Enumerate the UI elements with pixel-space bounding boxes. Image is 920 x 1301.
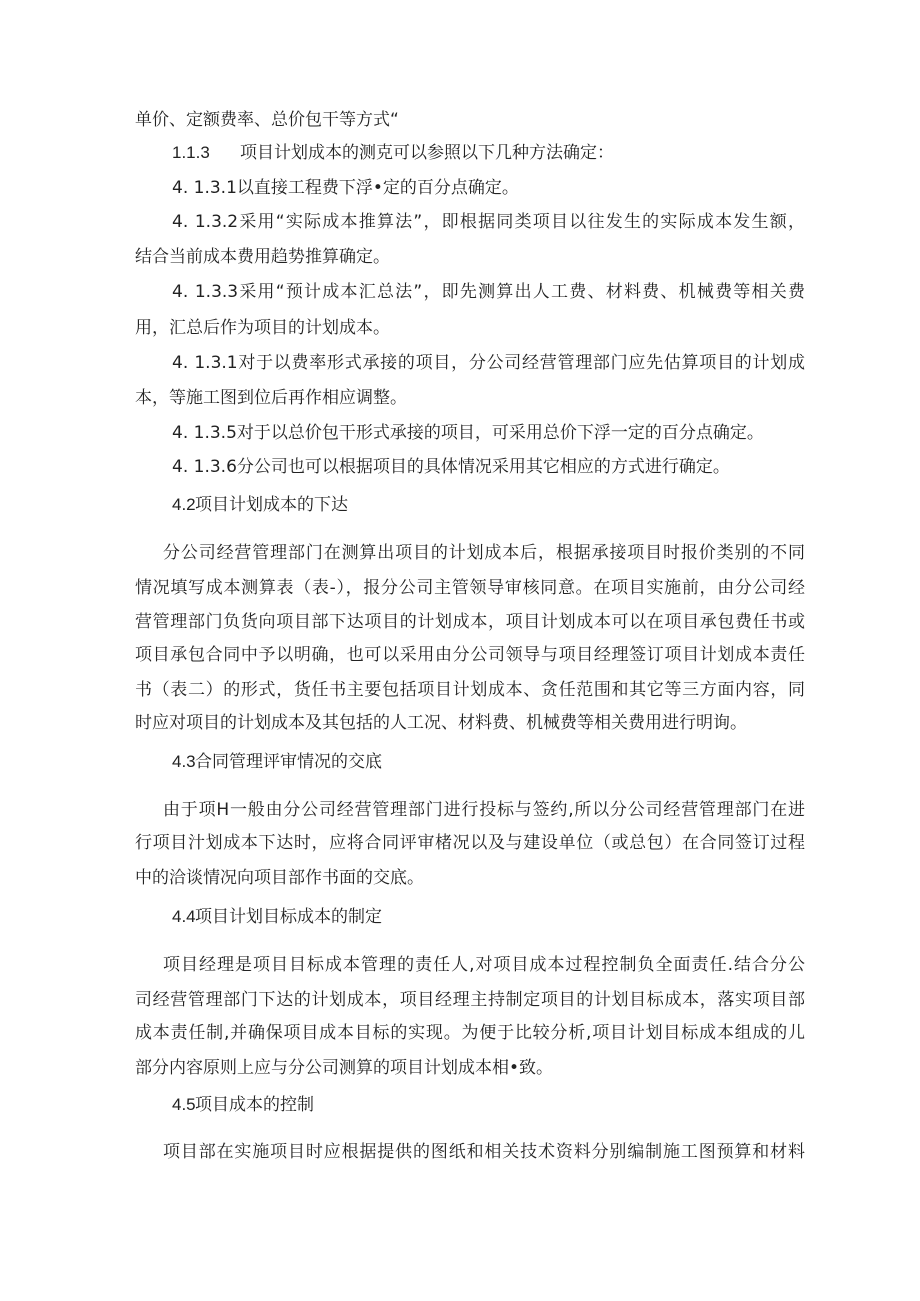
text-line: 用，汇总后作为项目的计划成本。 (135, 318, 390, 338)
list-item: 4. 1.3.6分公司也可以根据项目的具体情况采用其它相应的方式进行确定。 (172, 457, 730, 477)
text-line: 本，等施工图到位后再作相应调整。 (135, 388, 407, 408)
text-line: 结合当前成本费用趋势推算确定。 (135, 247, 390, 267)
section-number: 4.4 (172, 907, 196, 926)
paragraph-line: 分公司经营管理部门在测算出项目的计划成本后，根据承接项目时报价类别的不同 (163, 543, 805, 563)
paragraph-line: 项目承包合同中予以明确，也可以采用由分公司领导与项目经理签订项目计划成本责任 (135, 645, 805, 665)
section-number: 4.5 (172, 1095, 196, 1114)
paragraph-line: 营管理部门负货向项目部下达项目的计划成本，项目计划成本可以在项目承包费任书或 (135, 612, 805, 632)
section-number: 1.1.3 (172, 143, 210, 162)
paragraph-line: 成本责任制,并确保项目成本目标的实现。为便于比较分析,项目计划目标成本组成的儿 (135, 1023, 805, 1043)
section-heading: 项目计划成本的下达 (195, 495, 348, 515)
list-item: 4. 1.3.3采用“预计成本汇总法”，即先测算出人工费、材料费、机械费等相关费 (172, 282, 805, 302)
text-line: 单价、定额费率、总价包干等方式“ (135, 110, 399, 130)
list-item: 4. 1.3.5对于以总价包干形式承接的项目，可采用总价下浮一定的百分点确定。 (172, 423, 764, 443)
paragraph-line: 司经营管理部门下达的计划成本，项目经理主持制定项目的计划目标成本，落实项目部 (135, 990, 805, 1010)
section-heading: 合同管理评审情况的交底 (195, 752, 382, 772)
paragraph-line: 部分内容原则上应与分公司测算的项目计划成本相•致。 (135, 1058, 554, 1078)
section-heading: 项目成本的控制 (195, 1095, 314, 1115)
section-heading: 项目计划目标成本的制定 (195, 907, 382, 927)
list-item: 4. 1.3.1以直接工程费下浮•定的百分点确定。 (172, 178, 519, 198)
paragraph-line: 项目部在实施项目时应根据提供的图纸和相关技术资料分别编制施工图预算和材料 (163, 1142, 805, 1162)
paragraph-line: 情况填写成本测算表（表-），报分公司主管领导审核同意。在项目实施前，由分公司经 (135, 578, 805, 598)
paragraph-line: 行项目汁划成本下达时，应将合同评审楮况以及与建设单位（或总包）在合同签订过程 (135, 833, 805, 853)
paragraph-line: 时应对项目的计划成本及其包括的人工况、材料费、机械费等相关费用进行明询。 (135, 713, 747, 733)
paragraph-line: 由于项H一般由分公司经营管理部门进行投标与签约,所以分公司经营管理部门在进 (163, 800, 805, 820)
section-heading: 项目计划成本的测克可以参照以下几种方法确定： (240, 143, 614, 163)
paragraph-line: 项目经理是项目目标成本管理的责任人,对项目成本过程控制负全面责任.结合分公 (163, 955, 805, 975)
section-number: 4.3 (172, 752, 196, 771)
section-number: 4.2 (172, 495, 196, 514)
list-item: 4. 1.3.1对于以费率形式承接的项目，分公司经营管理部门应先估算项目的计划成 (172, 353, 805, 373)
list-item: 4. 1.3.2采用“实际成本推算法”，即根据同类项目以往发生的实际成本发生额， (172, 212, 805, 232)
paragraph-line: 中的洽谈情况向项目部作书面的交底。 (135, 868, 424, 888)
paragraph-line: 书（表二）的形式，货任书主要包括项目计划成本、贪任范围和其它等三方面内容，同 (135, 680, 805, 700)
